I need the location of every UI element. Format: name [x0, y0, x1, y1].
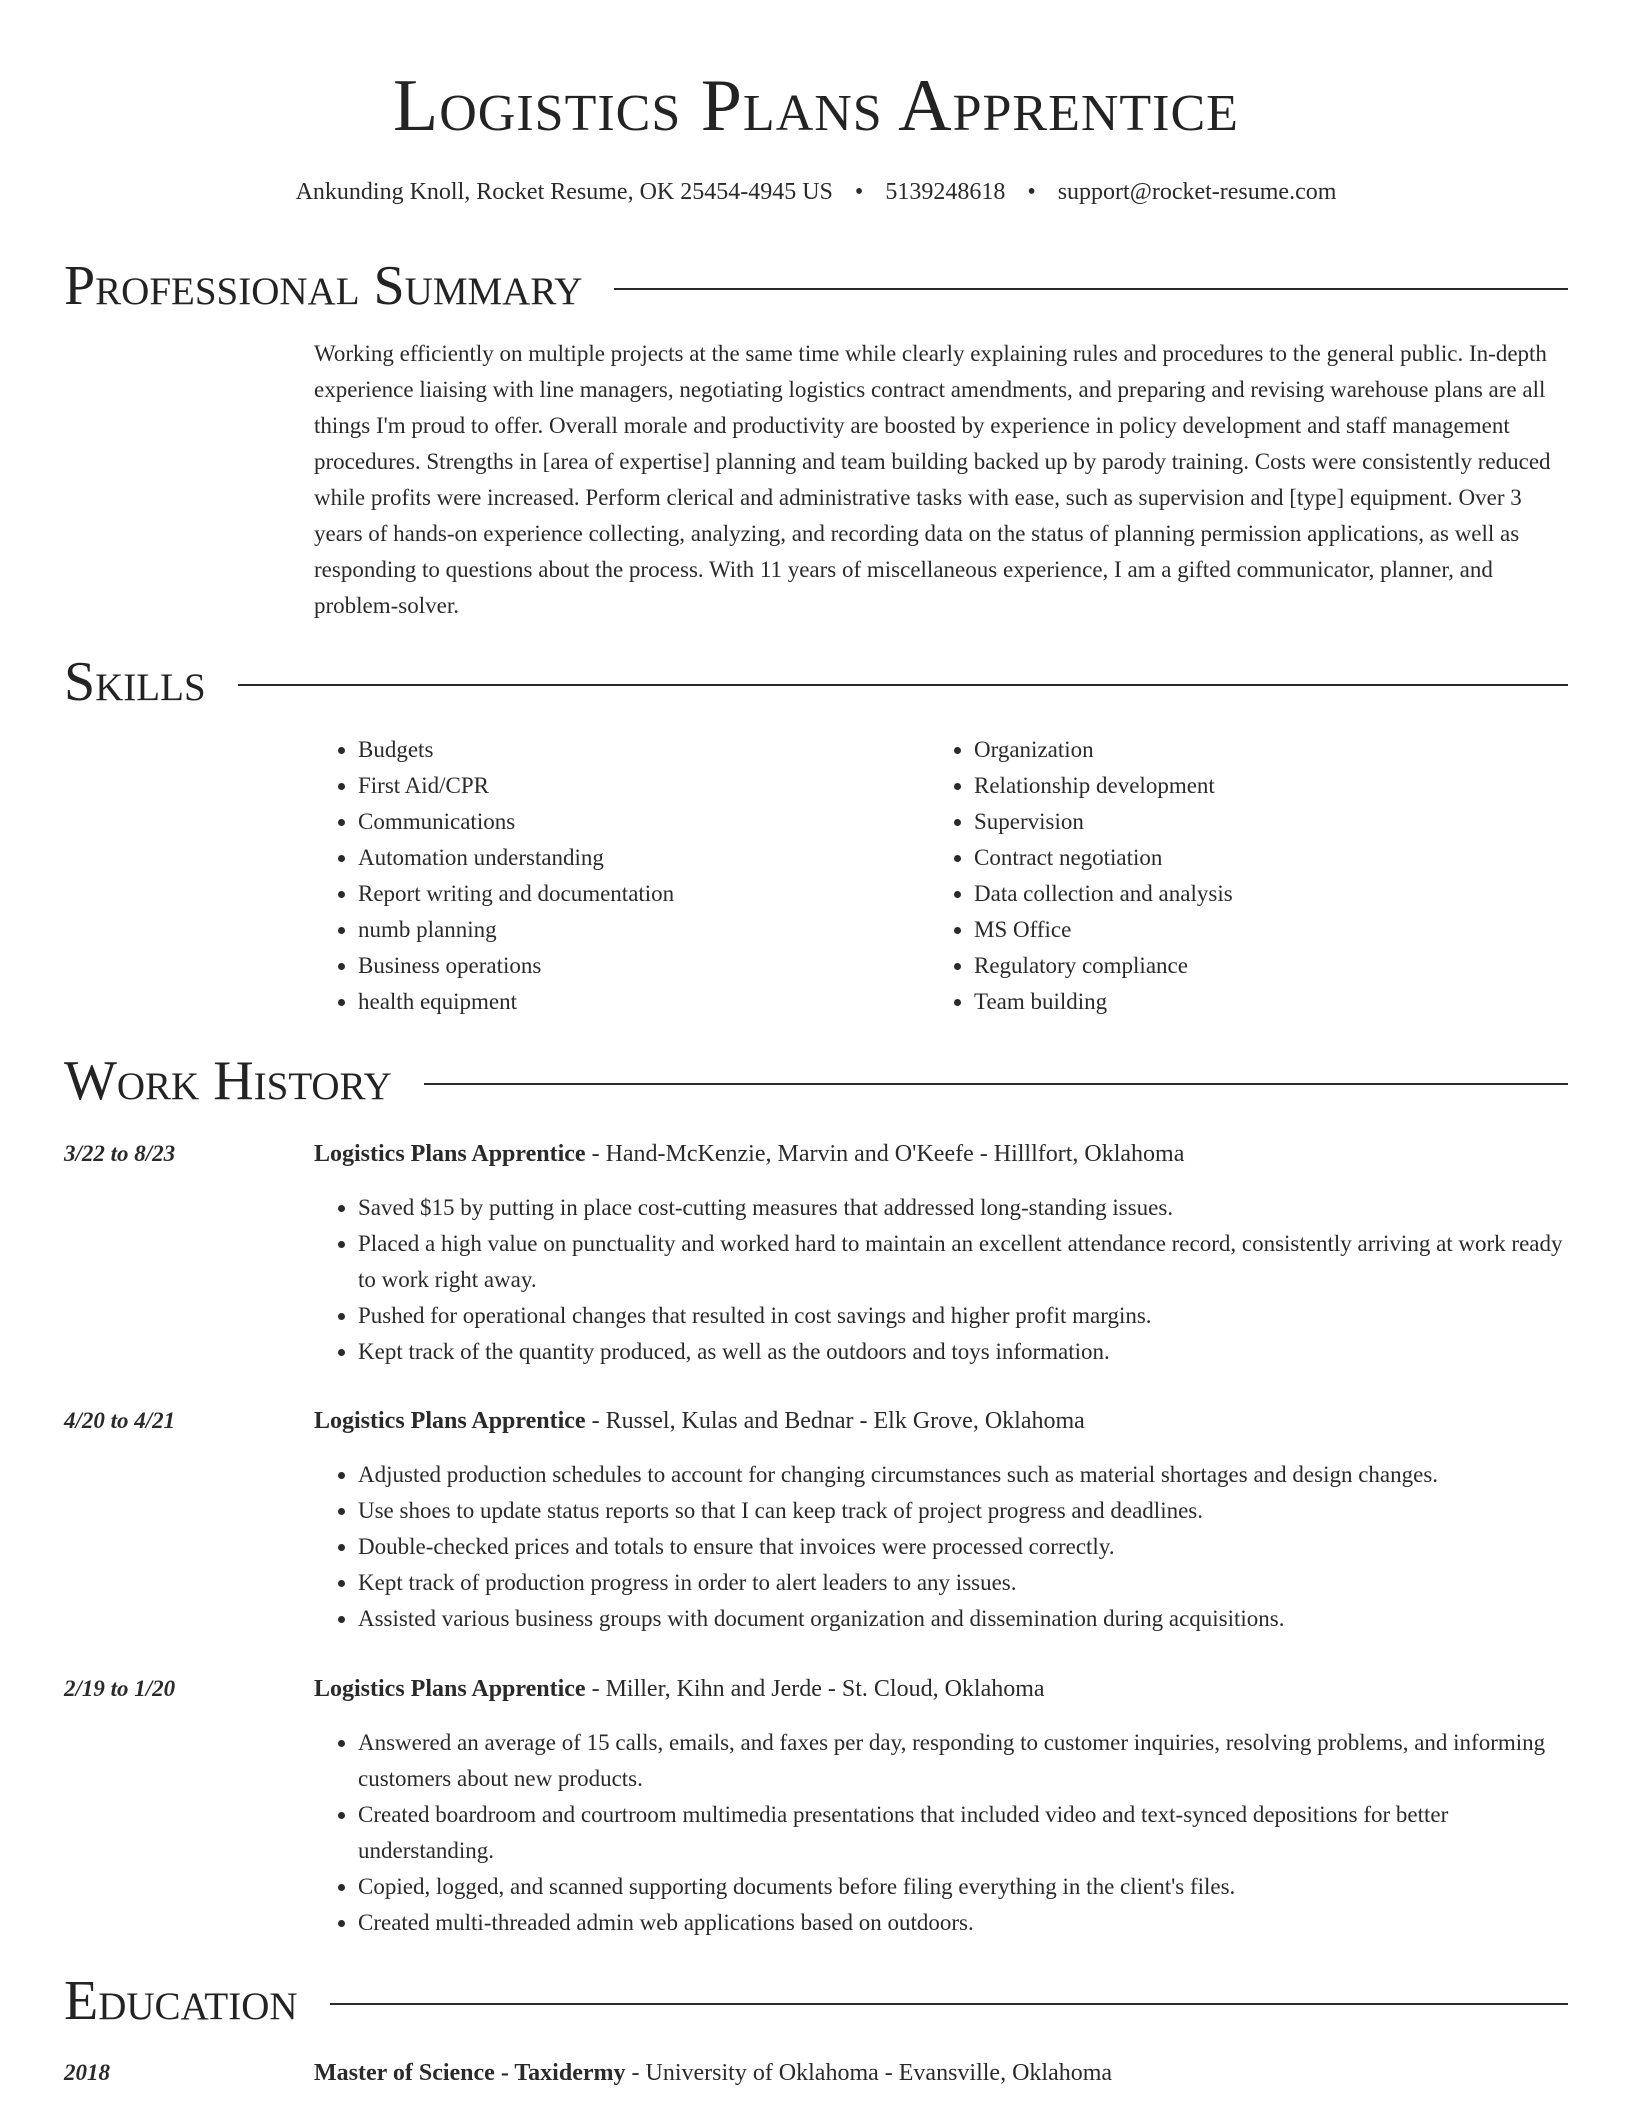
education-line [314, 2055, 1568, 2091]
skill-item: • Regulatory compliance [974, 948, 1530, 984]
job-bullet: • Kept track of the quantity produced, as well as the outdoors and toys information. [358, 1334, 1568, 1370]
phone: 5139248618 [885, 179, 1006, 205]
job-bullets [314, 1457, 1568, 1637]
summary-heading: Professional Summary [64, 255, 583, 317]
email: support@rocket-resume.com [1057, 179, 1337, 205]
job-bullet: • Copied, logged, and scanned supporting documents before filing everything in the client's files. [358, 1869, 1568, 1905]
job-bullet: • Use shoes to update status reports so that I can keep track of project progress and deadlines. [358, 1493, 1568, 1529]
education-school: - University of Oklahoma - Evansville, Oklahoma [625, 2060, 1113, 2086]
education-degree: Master of Science - Taxidermy [314, 2060, 626, 2086]
job-bullets [314, 1190, 1568, 1370]
section-divider [238, 684, 1568, 686]
contact-line [64, 174, 1568, 210]
skill-item: • Organization [974, 732, 1530, 768]
skill-item: • Data collection and analysis [974, 876, 1530, 912]
job-employer: - Miller, Kihn and Jerde - St. Cloud, Oklahoma [585, 1676, 1045, 1702]
job-bullet: • Adjusted production schedules to account for changing circumstances such as material shortages and design changes. [358, 1457, 1568, 1493]
job-bullet: • Answered an average of 15 calls, emails, and faxes per day, responding to customer inquiries, resolving problems, and informing customers about new products. [358, 1725, 1568, 1797]
job-title: Logistics Plans Apprentice [314, 1408, 586, 1434]
education-year: 2018 [64, 2060, 110, 2085]
skill-item: • Budgets [358, 732, 914, 768]
job-dates: 2/19 to 1/20 [64, 1676, 176, 1701]
skill-item: • numb planning [358, 912, 914, 948]
job-title: Logistics Plans Apprentice [314, 1676, 586, 1702]
job-bullet: • Pushed for operational changes that resulted in cost savings and higher profit margins. [358, 1298, 1568, 1334]
job-bullet: • Created boardroom and courtroom multimedia presentations that included video and text-synced depositions for better understanding. [358, 1797, 1568, 1869]
skill-item: • MS Office [974, 912, 1530, 948]
skills-column-left [314, 732, 914, 1020]
job-bullets [314, 1725, 1568, 1941]
job-employer: - Russel, Kulas and Bednar - Elk Grove, Oklahoma [585, 1408, 1085, 1434]
job-bullet: • Double-checked prices and totals to ensure that invoices were processed correctly. [358, 1529, 1568, 1565]
job-bullet: • Placed a high value on punctuality and worked hard to maintain an excellent attendance record, consistently arriving at work ready to work right away. [358, 1226, 1568, 1298]
job-bullet: • Kept track of production progress in order to alert leaders to any issues. [358, 1565, 1568, 1601]
skill-item: • Contract negotiation [974, 840, 1530, 876]
skill-item: • Automation understanding [358, 840, 914, 876]
skill-item: • health equipment [358, 984, 914, 1020]
summary-block [314, 336, 1568, 624]
job-bullet: • Saved $15 by putting in place cost-cutting measures that addressed long-standing issues. [358, 1190, 1568, 1226]
candidate-name: Logistics Plans Apprentice [393, 65, 1239, 147]
skill-item: • Supervision [974, 804, 1530, 840]
section-divider [330, 2003, 1568, 2005]
job-dates: 3/22 to 8/23 [64, 1141, 176, 1166]
skill-item: • Communications [358, 804, 914, 840]
skill-item: • Report writing and documentation [358, 876, 914, 912]
address: Ankunding Knoll, Rocket Resume, OK 25454-4945 US [295, 179, 833, 205]
skill-item: • Business operations [358, 948, 914, 984]
skill-item: • Team building [974, 984, 1530, 1020]
job-title-line [314, 1671, 1568, 1707]
skills-column-right [930, 732, 1530, 1020]
work-heading: Work History [64, 1050, 392, 1112]
contact-separator: • [1027, 179, 1036, 205]
education-heading: Education [64, 1970, 298, 2032]
job-title: Logistics Plans Apprentice [314, 1141, 586, 1167]
section-divider [424, 1083, 1568, 1085]
job-title-line [314, 1136, 1568, 1172]
summary-text: Working efficiently on multiple projects at the same time while clearly explaining rules and procedures to the general public. In-depth experience liaising with line managers, negotiating logistics contract amendments, and preparing and revising warehouse plans are all things I'm proud to offer. Overall morale and productivity are boosted by experience in policy development and staff management procedures. Strengths in [area of expertise] planning and team building backed up by parody training. Costs were consistently reduced while profits were increased. Perform clerical and administrative tasks with ease, such as supervision and [type] equipment. Over 3 years of hands-on experience collecting, analyzing, and recording data on the status of planning permission applications, as well as responding to questions about the process. With 11 years of miscellaneous experience, I am a gifted communicator, planner, and problem-solver. [314, 341, 1551, 618]
job-bullet: • Assisted various business groups with document organization and dissemination during acquisitions. [358, 1601, 1568, 1637]
education-section-header [64, 1969, 1568, 2033]
job-title-line [314, 1403, 1568, 1439]
summary-section-header [64, 254, 1568, 318]
section-divider [614, 288, 1568, 290]
skill-item: • Relationship development [974, 768, 1530, 804]
job-bullet: • Created multi-threaded admin web applications based on outdoors. [358, 1905, 1568, 1941]
work-section-header [64, 1049, 1568, 1113]
skill-item: • First Aid/CPR [358, 768, 914, 804]
skills-heading: Skills [64, 651, 206, 713]
skills-section-header [64, 650, 1568, 714]
job-employer: - Hand-McKenzie, Marvin and O'Keefe - Hilllfort, Oklahoma [585, 1141, 1185, 1167]
contact-separator: • [854, 179, 864, 205]
job-dates: 4/20 to 4/21 [64, 1408, 176, 1433]
